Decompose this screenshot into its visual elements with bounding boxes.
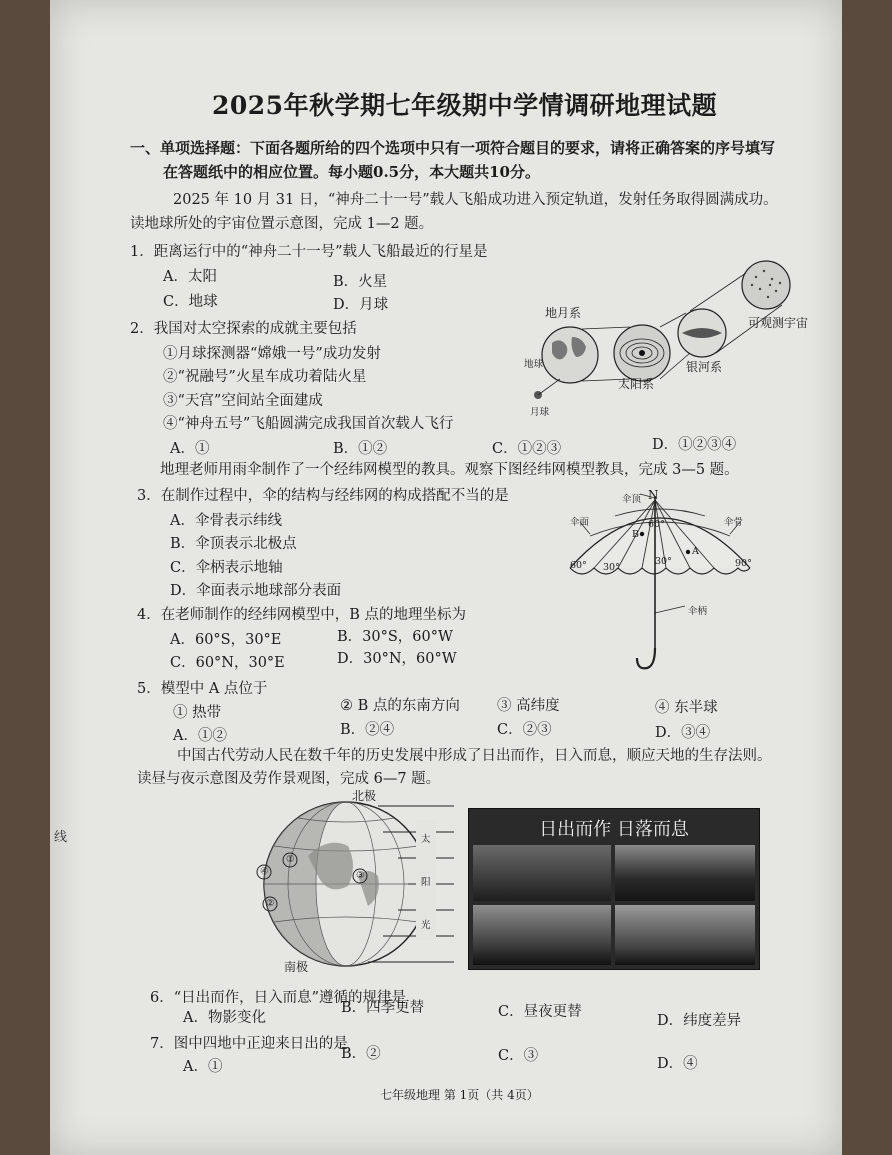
label-lat-60: 60° xyxy=(648,519,665,530)
q4-option-d: D．30°N，60°W xyxy=(337,651,457,667)
binding-margin-mark: 线 xyxy=(54,830,68,845)
intro2: 地理老师用雨伞制作了一个经纬网模型的教具。观察下图经纬网模型教具，完成 3—5 题。 xyxy=(160,462,739,478)
labor-scene-photo xyxy=(468,808,760,970)
marker-point-2: ② xyxy=(266,898,275,909)
q5-option-d: D．③④ xyxy=(655,725,711,741)
label-umbrella-handle: 伞柄 xyxy=(688,606,708,617)
label-solar-system: 太阳系 xyxy=(618,377,655,391)
q2-option-b: B．①② xyxy=(333,441,388,457)
q4-stem: 4．在老师制作的经纬网模型中，B 点的地理坐标为 xyxy=(137,607,466,623)
label-umbrella-top: 伞顶 xyxy=(622,494,642,505)
cosmic-position-diagram xyxy=(520,255,820,425)
label-lon-90: 90° xyxy=(735,558,752,569)
q7-option-d: D．④ xyxy=(657,1056,698,1072)
q2-item-3: ③“天宫”空间站全面建成 xyxy=(163,393,323,409)
q6-option-b: B．四季更替 xyxy=(341,1000,425,1016)
q7-option-c: C．③ xyxy=(498,1048,539,1064)
q6-option-c: C．昼夜更替 xyxy=(498,1004,582,1020)
q5-option-b: B．②④ xyxy=(340,722,395,738)
q5-item-4: ④ 东半球 xyxy=(655,700,718,716)
q5-stem: 5．模型中 A 点位于 xyxy=(137,681,268,697)
q2-item-1: ①月球探测器“嫦娥一号”成功发射 xyxy=(163,346,381,362)
q6-option-a: A．物影变化 xyxy=(183,1010,266,1026)
q4-option-c: C．60°N，30°E xyxy=(170,655,285,671)
q1-stem: 1．距离运行中的“神舟二十一号”载人飞船最近的行星是 xyxy=(130,244,488,260)
label-umbrella-rib: 伞骨 xyxy=(724,517,744,528)
q2-option-c: C．①②③ xyxy=(492,441,562,457)
label-umbrella-canopy: 伞面 xyxy=(570,517,590,528)
q3-option-d: D．伞面表示地球部分表面 xyxy=(170,583,342,599)
intro3-line2: 读昼与夜示意图及劳作景观图，完成 6—7 题。 xyxy=(137,771,441,787)
q4-option-a: A．60°S，30°E xyxy=(170,632,282,648)
q5-item-3: ③ 高纬度 xyxy=(497,698,560,714)
q6-option-d: D．纬度差异 xyxy=(657,1013,742,1029)
q7-option-a: A．① xyxy=(183,1059,223,1075)
q5-item-2: ② B 点的东南方向 xyxy=(340,698,460,714)
intro1-line2: 读地球所处的宇宙位置示意图，完成 1—2 题。 xyxy=(130,216,434,232)
label-observable-universe: 可观测宇宙 xyxy=(748,316,809,330)
label-sun-3: 光 xyxy=(421,920,431,931)
marker-point-4: ④ xyxy=(260,866,269,877)
label-sun-1: 太 xyxy=(421,834,431,845)
exam-title: 2025年秋学期七年级期中学情调研地理试题 xyxy=(212,91,718,120)
q7-stem: 7．图中四地中正迎来日出的是 xyxy=(150,1036,348,1052)
q1-option-b: B．火星 xyxy=(333,274,388,290)
q2-item-2: ②“祝融号”火星车成功着陆火星 xyxy=(163,369,367,385)
q5-option-a: A．①② xyxy=(173,728,227,744)
marker-point-3: ③ xyxy=(356,870,365,881)
photo-panel-farmer-right xyxy=(615,905,755,965)
q3-option-a: A．伞骨表示纬线 xyxy=(170,513,282,529)
q1-option-d: D．月球 xyxy=(333,297,389,313)
intro3-line1: 中国古代劳动人民在数千年的历史发展中形成了日出而作，日入而息，顺应天地的生存法则。 xyxy=(177,748,772,764)
q2-item-4: ④“神舟五号”飞船圆满完成我国首次载人飞行 xyxy=(163,416,454,432)
label-point-a: A xyxy=(692,546,699,557)
page-footer: 七年级地理 第 1页（共 4页） xyxy=(380,1088,539,1102)
q2-stem: 2．我国对太空探索的成就主要包括 xyxy=(130,321,357,337)
photo-panel-sunset xyxy=(615,845,755,901)
q5-item-1: ① 热带 xyxy=(173,705,222,721)
label-earth-moon-system: 地月系 xyxy=(545,306,582,320)
label-south-pole: 南极 xyxy=(284,960,309,974)
label-earth: 地球 xyxy=(524,359,544,370)
label-sun-2: 阳 xyxy=(421,877,431,888)
label-point-b: B xyxy=(632,529,639,540)
q1-option-c: C．地球 xyxy=(163,294,218,310)
photo-panel-sunrise xyxy=(473,845,611,901)
label-north-pole-n: N xyxy=(648,488,659,502)
label-lon-30: 30° xyxy=(603,562,620,573)
label-moon: 月球 xyxy=(530,407,550,418)
photo-panel-farmer-left xyxy=(473,905,611,965)
q4-option-b: B．30°S，60°W xyxy=(337,629,453,645)
label-galaxy: 银河系 xyxy=(686,360,723,374)
q2-option-a: A．① xyxy=(170,441,210,457)
section-heading-line1: 一、单项选择题：下面各题所给的四个选项中只有一项符合题目的要求，请将正确答案的序号填写 xyxy=(130,139,776,157)
q3-stem: 3．在制作过程中，伞的结构与经纬网的构成搭配不当的是 xyxy=(137,488,509,504)
label-north-pole: 北极 xyxy=(352,789,377,803)
q5-option-c: C．②③ xyxy=(497,722,552,738)
label-lat-30: 30° xyxy=(655,556,672,567)
q3-option-c: C．伞柄表示地轴 xyxy=(170,560,283,576)
label-lon-60: 60° xyxy=(570,560,587,571)
q6-stem: 6．“日出而作，日入而息”遵循的规律是 xyxy=(150,990,407,1006)
q2-option-d: D．①②③④ xyxy=(652,437,737,453)
earth-globe-icon xyxy=(542,327,598,383)
q1-option-a: A．太阳 xyxy=(163,269,217,285)
observable-universe-icon xyxy=(742,261,790,309)
marker-point-1: ① xyxy=(286,854,295,865)
section-heading-line2: 在答题纸中的相应位置。每小题0.5分，本大题共10分。 xyxy=(163,163,540,181)
intro1-line1: 2025 年 10 月 31 日，“神舟二十一号”载人飞船成功进入预定轨道，发射任务取得圆满成功。 xyxy=(173,192,778,208)
photo-caption: 日出而作 日落而息 xyxy=(539,819,689,840)
q7-option-b: B．② xyxy=(341,1046,381,1062)
q3-option-b: B．伞顶表示北极点 xyxy=(170,536,297,552)
